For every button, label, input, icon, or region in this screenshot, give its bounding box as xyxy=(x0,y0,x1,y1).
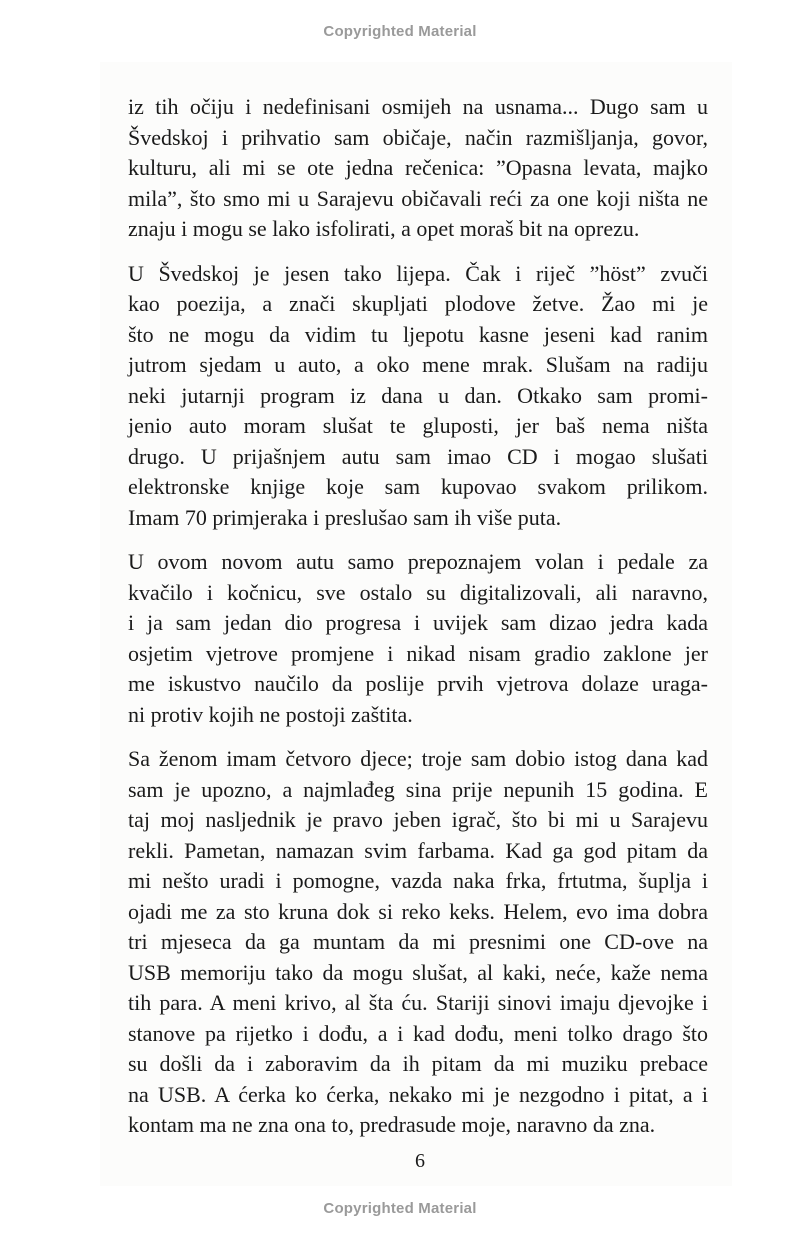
copyright-watermark-bottom: Copyrighted Material xyxy=(323,1200,477,1217)
text-line: što ne mogu da vidim tu ljepotu kasne jeseni kad ranim xyxy=(128,321,708,347)
text-line: USB memoriju tako da mogu slušat, al kaki, neće, kaže nema xyxy=(128,959,708,985)
text-line: tih para. A meni krivo, al šta ću. Stariji sinovi imaju djevojke i xyxy=(128,990,708,1015)
text-line: neki jutarnji program iz dana u dan. Otkako sam promi- xyxy=(128,382,708,408)
text-line: kao poezija, a znači skupljati plodove žetve. Žao mi je xyxy=(128,291,708,316)
text-line: drugo. U prijašnjem autu sam imao CD i mogao slušati xyxy=(128,443,708,469)
text-line: mila”, što smo mi u Sarajevu običavali reći za one koji ništa ne xyxy=(128,185,708,211)
text-line: ojadi me za sto kruna dok si reko keks. Helem, evo ima dobra xyxy=(128,898,708,924)
paragraph-3 xyxy=(128,547,714,730)
text-line: iz tih očiju i nedefinisani osmijeh na usnama... Dugo sam u xyxy=(128,94,708,119)
copyright-watermark-top: Copyrighted Material xyxy=(323,23,477,40)
text-line: osjetim vjetrove promjene i nikad nisam gradio zaklone jer xyxy=(128,640,708,666)
paragraph-2 xyxy=(128,259,714,534)
text-line: elektronske knjige koje sam kupovao svakom prilikom. xyxy=(128,474,708,499)
text-line: znaju i mogu se lako isfolirati, a opet moraš bit na oprezu. xyxy=(128,216,640,241)
text-line: na USB. A ćerka ko ćerka, nekako mi je nezgodno i pitat, a i xyxy=(128,1081,708,1107)
text-line: Imam 70 primjeraka i preslušao sam ih više puta. xyxy=(128,504,562,530)
paragraph-1 xyxy=(128,92,714,245)
text-line: Sa ženom imam četvoro djece; troje sam dobio istog dana kad xyxy=(128,746,708,771)
text-line: stanove pa rijetko i dođu, a i kad dođu, meni tolko drago što xyxy=(128,1020,708,1046)
text-line: i ja sam jedan dio progresa i uvijek sam dizao jedra kada xyxy=(128,610,708,635)
text-line: me iskustvo naučilo da poslije prvih vjetrova dolaze uraga- xyxy=(128,671,708,696)
text-line: kulturu, ali mi se ote jedna rečenica: ”Opasna levata, majko xyxy=(128,155,708,180)
text-line: jutrom sjedam u auto, a oko mene mrak. Slušam na radiju xyxy=(128,352,708,377)
text-line: tri mjeseca da ga muntam da mi presnimi one CD-ove na xyxy=(128,929,708,954)
text-line: sam je upozno, a najmlađeg sina prije nepunih 15 godina. E xyxy=(128,776,708,802)
text-line: taj moj nasljednik je pravo jeben igrač, što bi mi u Sarajevu xyxy=(128,807,708,832)
text-line: U ovom novom autu samo prepoznajem volan i pedale za xyxy=(128,549,708,574)
text-line: jenio auto moram slušat te gluposti, jer baš nema ništa xyxy=(128,413,708,438)
text-line: kvačilo i kočnicu, sve ostalo su digitalizovali, ali naravno, xyxy=(128,579,708,605)
text-line: rekli. Pametan, namazan svim farbama. Kad ga god pitam da xyxy=(128,837,708,863)
text-line: ni protiv kojih ne postoji zaštita. xyxy=(128,701,413,727)
book-page-text xyxy=(128,92,714,1155)
text-line: su došli da i zaboravim da ih pitam da mi muziku prebace xyxy=(128,1051,708,1076)
page-number: 6 xyxy=(415,1150,425,1172)
paragraph-4 xyxy=(128,744,714,1141)
text-line: mi nešto uradi i pomogne, vazda naka frka, frtutma, šuplja i xyxy=(128,868,708,893)
text-line: U Švedskoj je jesen tako lijepa. Čak i riječ ”höst” zvuči xyxy=(128,260,708,286)
text-line: Švedskoj i prihvatio sam običaje, način razmišljanja, govor, xyxy=(128,124,708,150)
text-line: kontam ma ne zna ona to, predrasude moje, naravno da zna. xyxy=(128,1112,656,1137)
